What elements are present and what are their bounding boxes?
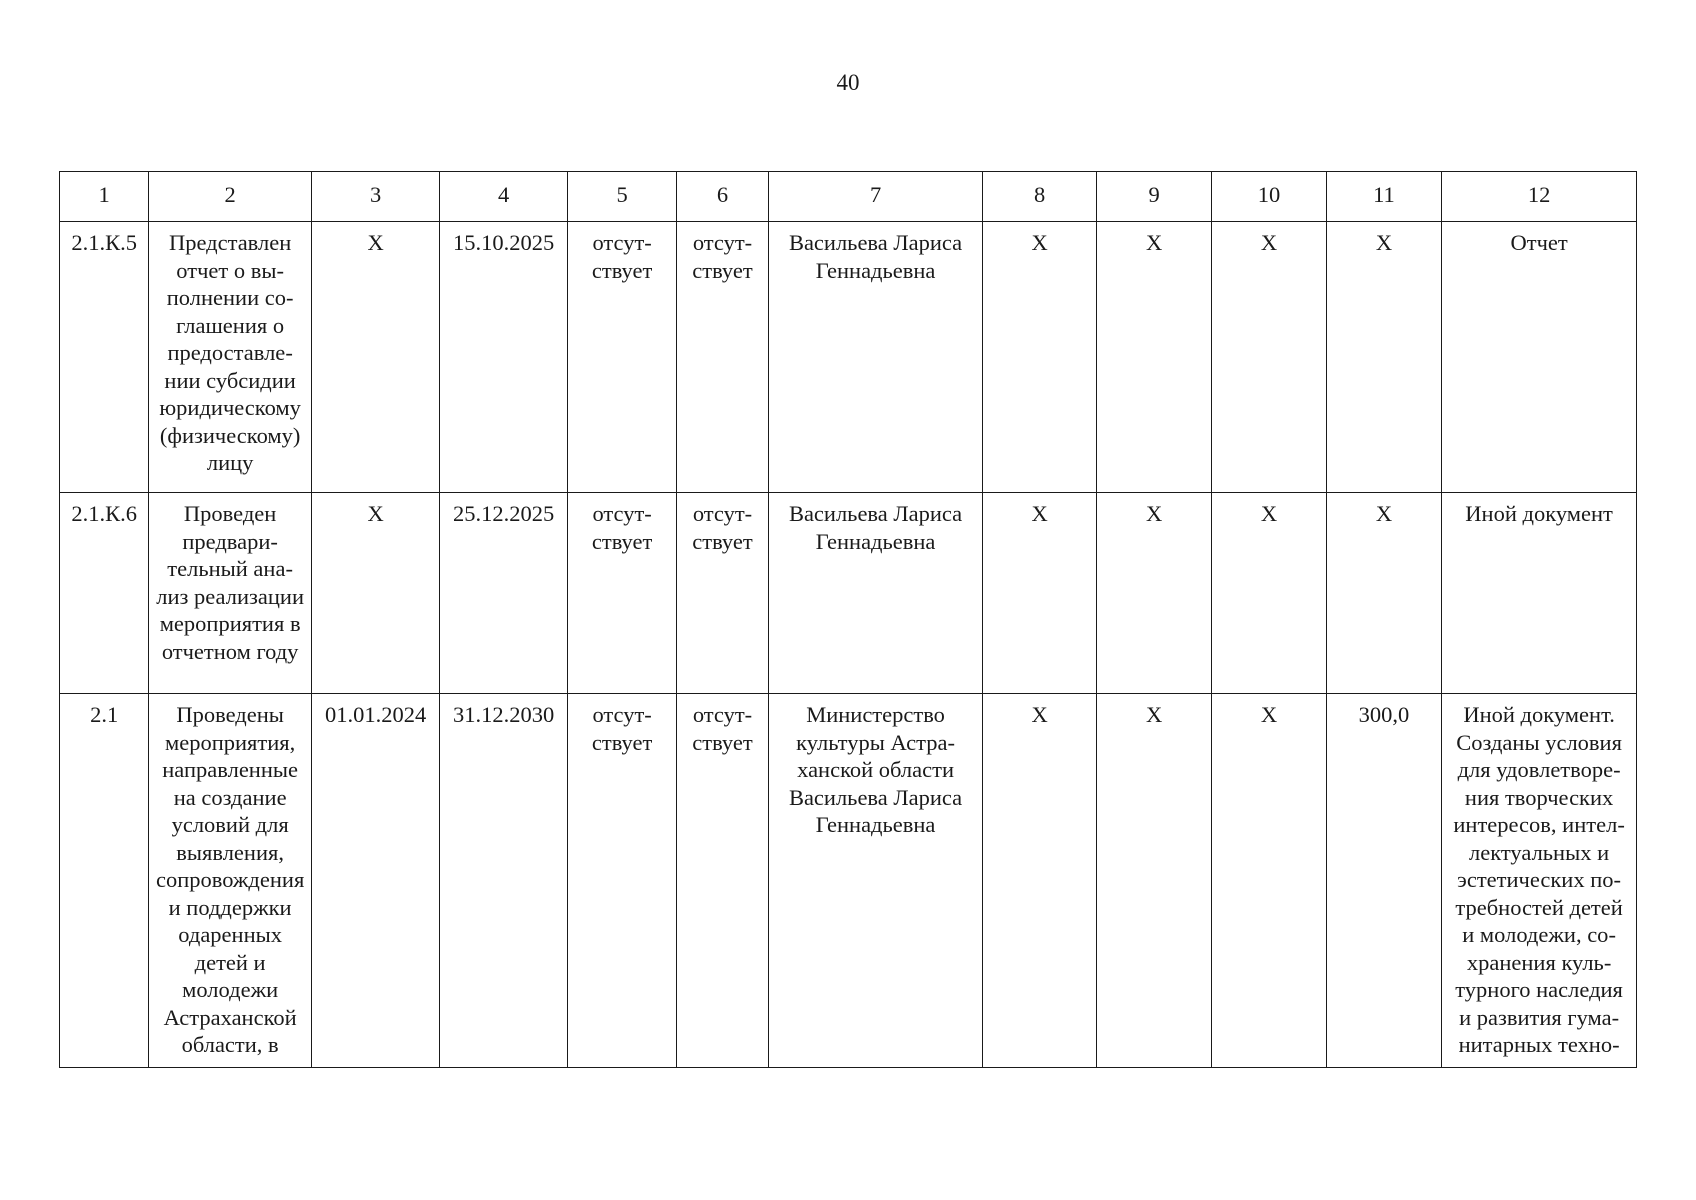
cell-col11: 300,0 <box>1326 694 1441 1068</box>
column-header: 6 <box>677 172 768 222</box>
table-row <box>60 493 1637 694</box>
column-header: 7 <box>768 172 983 222</box>
column-header: 11 <box>1326 172 1441 222</box>
activity-table <box>59 171 1637 1068</box>
cell-col5: отсутствует <box>567 694 676 1068</box>
cell-col6: отсутствует <box>677 694 768 1068</box>
cell-responsible: Министерство культуры Астраханской области Васильева Лариса Геннадьевна <box>768 694 983 1068</box>
cell-col5: отсутствует <box>567 222 676 493</box>
cell-col10: Х <box>1212 694 1326 1068</box>
table-row <box>60 222 1637 493</box>
cell-description: Проведены мероприятия, направленные на создание условий для выявления, сопровождения и поддержки одаренных детей и молодежи Астраханской области, в <box>149 694 312 1068</box>
cell-col8: Х <box>983 493 1096 694</box>
cell-start-date: Х <box>311 222 439 493</box>
table-row <box>60 694 1637 1068</box>
cell-col5: отсутствует <box>567 493 676 694</box>
cell-col9: Х <box>1096 694 1211 1068</box>
cell-start-date: 01.01.2024 <box>311 694 439 1068</box>
cell-col6: отсутствует <box>677 493 768 694</box>
cell-document: Отчет <box>1442 222 1637 493</box>
cell-end-date: 25.12.2025 <box>440 493 567 694</box>
cell-code: 2.1 <box>60 694 149 1068</box>
cell-col10: Х <box>1212 493 1326 694</box>
cell-responsible: Васильева Лариса Геннадьевна <box>768 222 983 493</box>
column-header: 12 <box>1442 172 1637 222</box>
column-header: 9 <box>1096 172 1211 222</box>
cell-col11: Х <box>1326 222 1441 493</box>
table-header-row <box>60 172 1637 222</box>
cell-end-date: 31.12.2030 <box>440 694 567 1068</box>
page-number: 40 <box>836 70 860 95</box>
cell-responsible: Васильева Лариса Геннадьевна <box>768 493 983 694</box>
cell-document: Иной документ. Созданы условия для удовлетворения творческих интересов, интеллектуальных и эстетических потребностей детей и молодежи, сохранения культурного наследия и развития гуманитарных техно- <box>1442 694 1637 1068</box>
cell-col8: Х <box>983 694 1096 1068</box>
cell-start-date: Х <box>311 493 439 694</box>
column-header: 5 <box>567 172 676 222</box>
column-header: 2 <box>149 172 312 222</box>
column-header: 8 <box>983 172 1096 222</box>
cell-description: Проведен предварительный анализ реализации мероприятия в отчетном году <box>149 493 312 694</box>
cell-code: 2.1.К.5 <box>60 222 149 493</box>
column-header: 3 <box>311 172 439 222</box>
column-header: 1 <box>60 172 149 222</box>
cell-col9: Х <box>1096 222 1211 493</box>
cell-code: 2.1.К.6 <box>60 493 149 694</box>
cell-document: Иной документ <box>1442 493 1637 694</box>
cell-col9: Х <box>1096 493 1211 694</box>
cell-col8: Х <box>983 222 1096 493</box>
column-header: 4 <box>440 172 567 222</box>
column-header: 10 <box>1212 172 1326 222</box>
cell-col11: Х <box>1326 493 1441 694</box>
cell-col10: Х <box>1212 222 1326 493</box>
cell-description: Представлен отчет о выполнении соглашения о предоставлении субсидии юридическому (физическому) лицу <box>149 222 312 493</box>
cell-end-date: 15.10.2025 <box>440 222 567 493</box>
cell-col6: отсутствует <box>677 222 768 493</box>
